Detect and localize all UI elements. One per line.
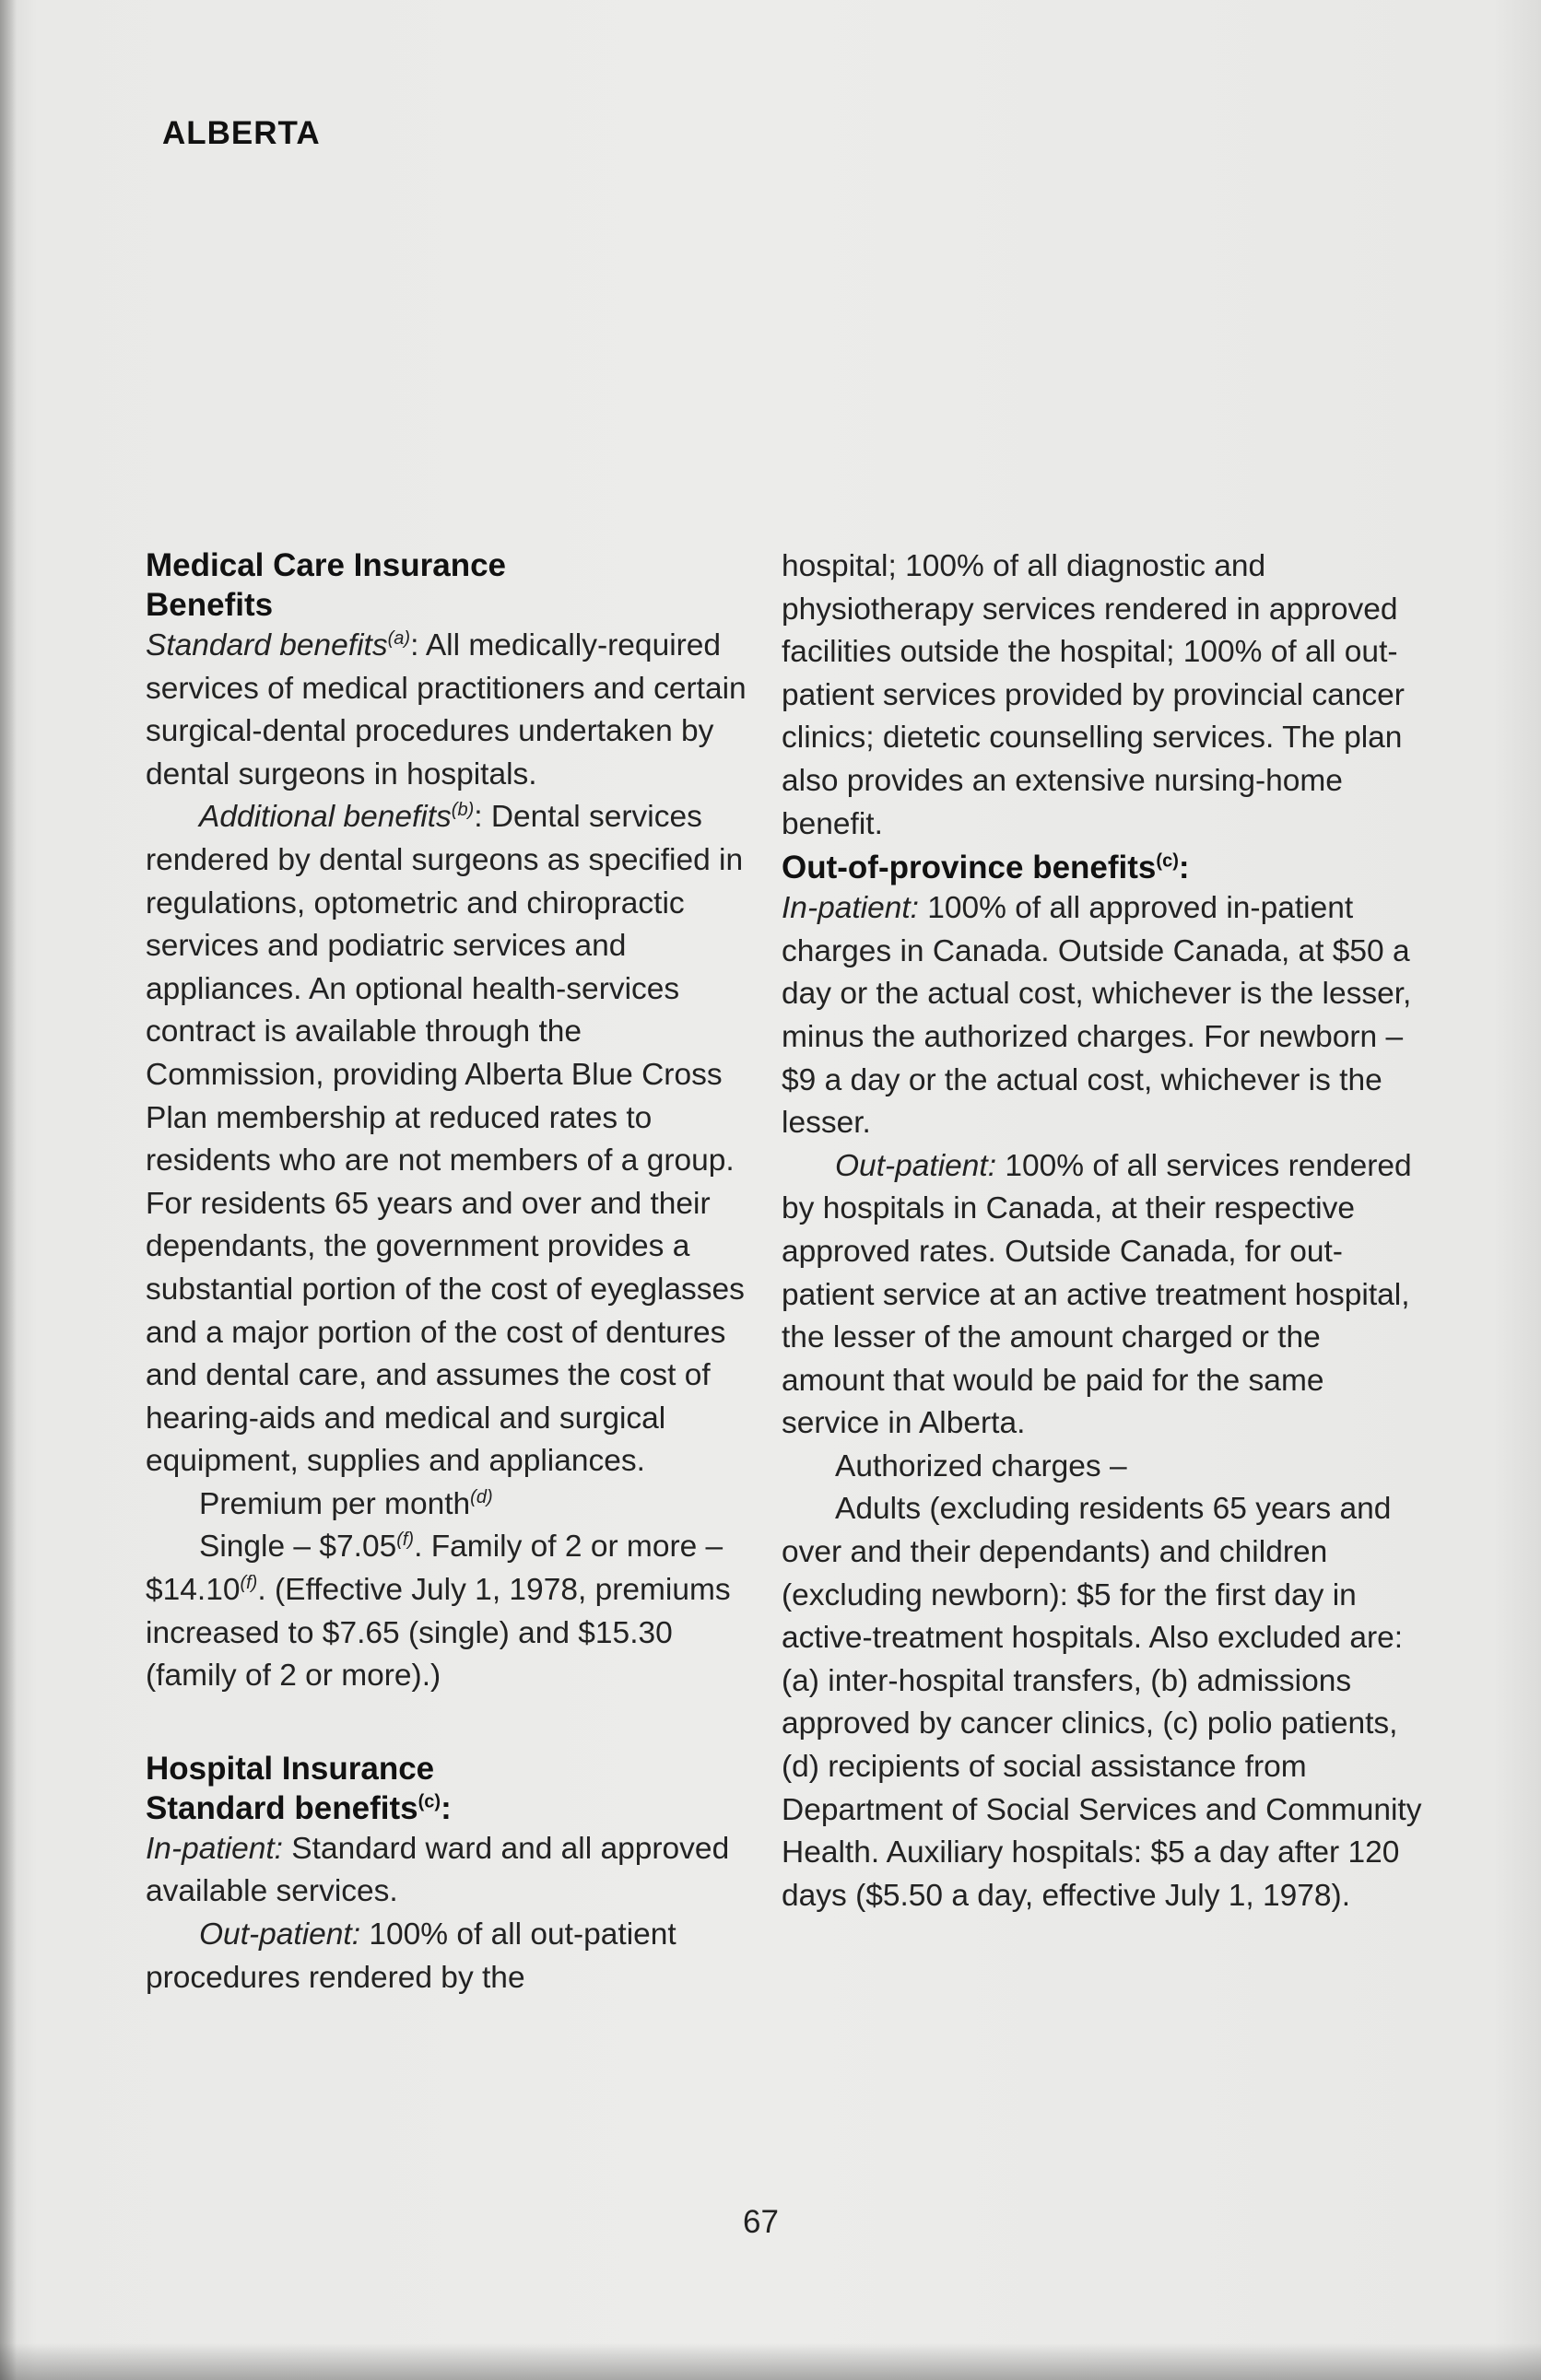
additional-benefits-paragraph (146, 796, 754, 1483)
footnote-mark-d: (d) (470, 1486, 493, 1507)
footnote-mark-c: (c) (418, 1791, 441, 1812)
medical-heading-line1: Medical Care Insurance (146, 547, 506, 583)
right-column (782, 545, 1427, 1917)
additional-benefits-label: Additional benefits (199, 800, 452, 835)
authorized-charges-paragraph: Authorized charges – (835, 1448, 1127, 1483)
inpatient-label: In-patient: (146, 1831, 283, 1866)
medical-heading-line2: Benefits (146, 587, 274, 623)
out-of-province-heading (782, 848, 1427, 887)
premium-rates-paragraph (146, 1526, 754, 1697)
running-header: ALBERTA (162, 115, 321, 151)
outpatient-label: Out-patient: (199, 1917, 361, 1952)
spine-shadow (0, 0, 17, 2380)
footnote-mark-f-2: (f) (240, 1572, 258, 1593)
hospital-heading-line1: Hospital Insurance (146, 1750, 435, 1787)
oop-heading-colon: : (1178, 850, 1190, 886)
adults-paragraph: Adults (excluding residents 65 years and over and their dependants) and children (excluding newborn): $5 for the first day in active-treatment hospitals. Also excluded are: (a) inter-hospital transfers, (b) admissions approved by cancer clinics, (c) polio patients, (d) recipients of social assistance from Department of Social Services and Community Health. Auxiliary hospitals: $5 a day after 120 days ($5.50 a day, effective July 1, 1978). (782, 1492, 1422, 1913)
oop-outpatient-label: Out-patient: (835, 1148, 997, 1183)
additional-benefits-text: : Dental services rendered by dental surgeons as specified in regulations, optometric and chiropractic services and podiatric services and appliances. An optional health-services contract is available through the Commission, providing Alberta Blue Cross Plan membership at reduced rates to residents who are not members of a group. For residents 65 years and over and their dependants, the government provides a substantial portion of the cost of eyeglasses and a major portion of the cost of dentures and dental care, and assumes the cost of hearing-aids and medical and surgical equipment, supplies and appliances. (146, 800, 745, 1479)
hospital-heading-colon: : (441, 1789, 452, 1826)
inpatient-text: Standard ward and all approved available services. (146, 1831, 730, 1909)
footnote-mark-b: (b) (451, 800, 475, 821)
page-number: 67 (743, 2204, 779, 2240)
oop-inpatient-label: In-patient: (782, 891, 919, 926)
medical-care-heading (146, 545, 754, 625)
bottom-shadow (0, 2343, 1541, 2380)
premium-family: . Family of 2 or more – $14.10 (146, 1530, 723, 1608)
premium-note: . (Effective July 1, 1978, premiums increased to $7.65 (single) and $15.30 (family of 2 or more).) (146, 1573, 731, 1694)
outpatient-text: 100% of all out-patient procedures rendered by the (146, 1917, 676, 1995)
hospital-heading-line2: Standard benefits (146, 1789, 418, 1826)
section-gap (146, 1698, 754, 1749)
standard-benefits-paragraph (146, 625, 754, 796)
premium-label-paragraph (146, 1483, 754, 1527)
oop-inpatient-text: 100% of all approved in-patient charges in Canada. Outside Canada, at $50 a day or the actual cost, whichever is the lesser, minus the authorized charges. For newborn – $9 a day or the actual cost, whichever is the lesser. (782, 891, 1412, 1141)
hospital-insurance-heading (146, 1749, 754, 1828)
standard-benefits-text: : All medically-required services of medical practitioners and certain surgical-dental procedures undertaken by dental surgeons in hospitals. (146, 628, 747, 791)
footnote-mark-a: (a) (387, 627, 411, 649)
outpatient-paragraph (146, 1914, 754, 1999)
footnote-mark-f: (f) (396, 1530, 415, 1551)
oop-heading-text: Out-of-province benefits (782, 850, 1157, 886)
inpatient-paragraph (146, 1828, 754, 1914)
oop-outpatient-paragraph (782, 1145, 1427, 1446)
oop-inpatient-paragraph (782, 887, 1427, 1145)
continued-paragraph: hospital; 100% of all diagnostic and physiotherapy services rendered in approved facilities outside the hospital; 100% of all out-patient services provided by provincial cancer clinics; dietetic counselling services. The plan also provides an extensive nursing-home benefit. (782, 549, 1405, 841)
premium-single: Single – $7.05 (199, 1530, 397, 1565)
left-column (146, 545, 754, 1999)
standard-benefits-label: Standard benefits (146, 628, 388, 662)
oop-outpatient-text: 100% of all services rendered by hospitals in Canada, at their respective approved rates. Outside Canada, for out-patient service at an active treatment hospital, the lesser of the amount charged or the amount that would be paid for the same service in Alberta. (782, 1148, 1412, 1441)
premium-label: Premium per month (199, 1486, 471, 1521)
footnote-mark-c-2: (c) (1156, 850, 1179, 872)
